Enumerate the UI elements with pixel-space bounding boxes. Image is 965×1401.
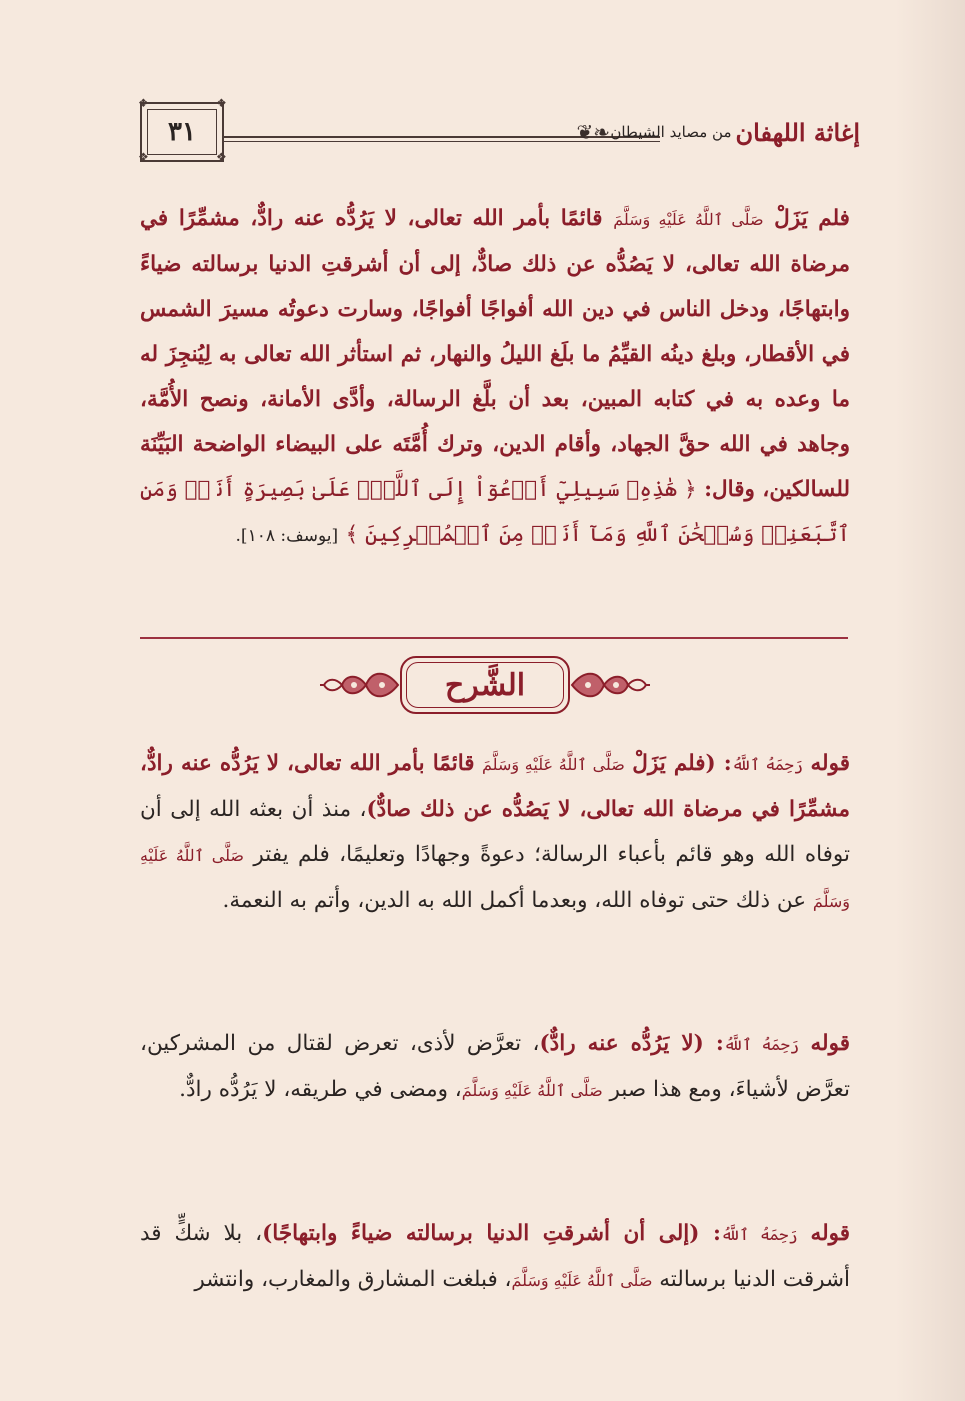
rahimahullah-honorific: رَحِمَهُ ٱللَّهُ bbox=[720, 1225, 798, 1244]
running-header bbox=[128, 98, 860, 170]
sharh-paragraph-3 bbox=[140, 1211, 850, 1303]
salla-honorific: صَلَّى ٱللَّهُ عَلَيْهِ وَسَلَّمَ bbox=[482, 755, 625, 774]
matn-paragraph bbox=[140, 196, 850, 559]
page-number: ٣١ bbox=[168, 117, 196, 147]
quoted-matn: : (لا يَرُدُّه عنه رادٌّ) bbox=[539, 1031, 724, 1056]
book-title-sub: من مصايد الشيطان bbox=[610, 123, 732, 141]
sharh-title-frame bbox=[400, 656, 570, 714]
quoted-matn: : (فلم يَزَلْ bbox=[632, 751, 732, 776]
frame-corner-ornament-icon: ❖ bbox=[138, 150, 149, 164]
floral-vignette-icon: ❦❧ bbox=[576, 120, 610, 144]
qawluh-label: قوله bbox=[810, 751, 850, 776]
sharh-paragraph-2 bbox=[140, 1021, 850, 1113]
arabesque-right-icon bbox=[570, 666, 650, 704]
salla-honorific: صَلَّى ٱللَّهُ عَلَيْهِ وَسَلَّمَ bbox=[511, 1271, 653, 1290]
commentary-text-cont: ، ومضى في طريقه، لا يَرُدُّه رادٌّ. bbox=[179, 1077, 462, 1102]
commentary-text-cont: ، فبلغت المشارق والمغارب، وانتشر bbox=[194, 1267, 512, 1292]
commentary-text: ، بلا شكٍّ قد أشرقت الدنيا برسالته bbox=[140, 1221, 850, 1292]
matn-text-body: قائمًا بأمر الله تعالى، لا يَرُدُّه عنه رادٌّ، مشمِّرًا في مرضاة الله تعالى، لا يَصُدُّه عن ذلك صادٌّ، إلى أن أشرقتِ الدنيا برسالته ضياءً وابتهاجًا، ودخل الناس في دين الله أفواجًا أفواجًا، وسارت دعوتُه مسيرَ الشمس في الأقطار، وبلغ دينُه القيِّمُ ما بلَغ الليلُ والنهار، ثم استأثر الله تعالى به لِيُنجِزَ له ما وعده به في كتابه المبين، بعد أن بلَّغ الرسالة، وأدَّى الأمانة، ونصح الأُمَّة، وجاهد في الله حقَّ الجهاد، وأقام الدين، وترك أُمَّتَه على البيضاء الواضحة البَيِّنَة للسالكين، وقال: bbox=[140, 206, 850, 502]
frame-corner-ornament-icon: ❖ bbox=[216, 96, 227, 110]
verse-reference: [يوسف: ١٠٨]. bbox=[235, 526, 339, 546]
sharh-paragraph-1 bbox=[140, 741, 850, 924]
quoted-matn-cont: قائمًا بأمر الله تعالى، لا يَرُدُّه عنه رادٌّ، مشمِّرًا في مرضاة الله تعالى، لا يَصُدُّه عن ذلك صادٌّ) bbox=[140, 751, 850, 822]
rahimahullah-honorific: رَحِمَهُ ٱللَّهُ bbox=[731, 755, 804, 774]
sharh-heading: الشَّرح bbox=[444, 667, 526, 703]
commentary-text: ، تعرَّض لأذى، تعرض لقتال من المشركين، تعرَّض لأشياءَ، ومع هذا صبر bbox=[140, 1031, 850, 1102]
page-edge-shadow bbox=[895, 0, 965, 1401]
qawluh-label: قوله bbox=[810, 1031, 850, 1056]
sharh-heading-ornament bbox=[320, 656, 650, 718]
commentary-text-cont: عن ذلك حتى توفاه الله، وبعدما أكمل الله به الدين، وأتم به النعمة. bbox=[222, 888, 807, 913]
salla-honorific: صَلَّى ٱللَّهُ عَلَيْهِ وَسَلَّمَ bbox=[461, 1081, 603, 1100]
quoted-matn: : (إلى أن أشرقتِ الدنيا برسالته ضياءً وابتهاجًا) bbox=[262, 1221, 721, 1246]
rahimahullah-honorific: رَحِمَهُ ٱللَّهُ bbox=[723, 1035, 800, 1054]
quran-verse: ﴿ هَٰذِهِۦ سَبِيلِيٓ أَدۡعُوٓاْ إِلَى ٱللَّهِۚ عَلَىٰ بَصِيرَةٍ أَنَا۠ وَمَنِ ٱتَّبَعَنِيۖ وَسُبۡحَٰنَ ٱللَّهِ وَمَآ أَنَا۠ مِنَ ٱلۡمُشۡرِكِينَ ﴾ bbox=[140, 477, 850, 547]
salla-honorific: صَلَّى ٱللَّهُ عَلَيْهِ وَسَلَّمَ bbox=[140, 846, 850, 911]
book-title bbox=[610, 104, 860, 160]
frame-corner-ornament-icon: ❖ bbox=[216, 150, 227, 164]
page-number-frame bbox=[138, 96, 227, 164]
section-divider bbox=[140, 637, 848, 639]
qawluh-label: قوله bbox=[810, 1221, 851, 1246]
commentary-text: ، منذ أن بعثه الله إلى أن توفاه الله وهو قائم بأعباء الرسالة؛ دعوةً وجهادًا وتعليمًا، فلم يفتر bbox=[140, 797, 851, 867]
frame-corner-ornament-icon: ❖ bbox=[138, 96, 149, 110]
salla-honorific: صَلَّى ٱللَّهُ عَلَيْهِ وَسَلَّمَ bbox=[613, 210, 764, 229]
arabesque-left-icon bbox=[320, 666, 400, 704]
book-title-main: إغاثة اللهفان bbox=[735, 117, 860, 147]
matn-text-start: فلم يَزَلْ bbox=[774, 206, 850, 231]
